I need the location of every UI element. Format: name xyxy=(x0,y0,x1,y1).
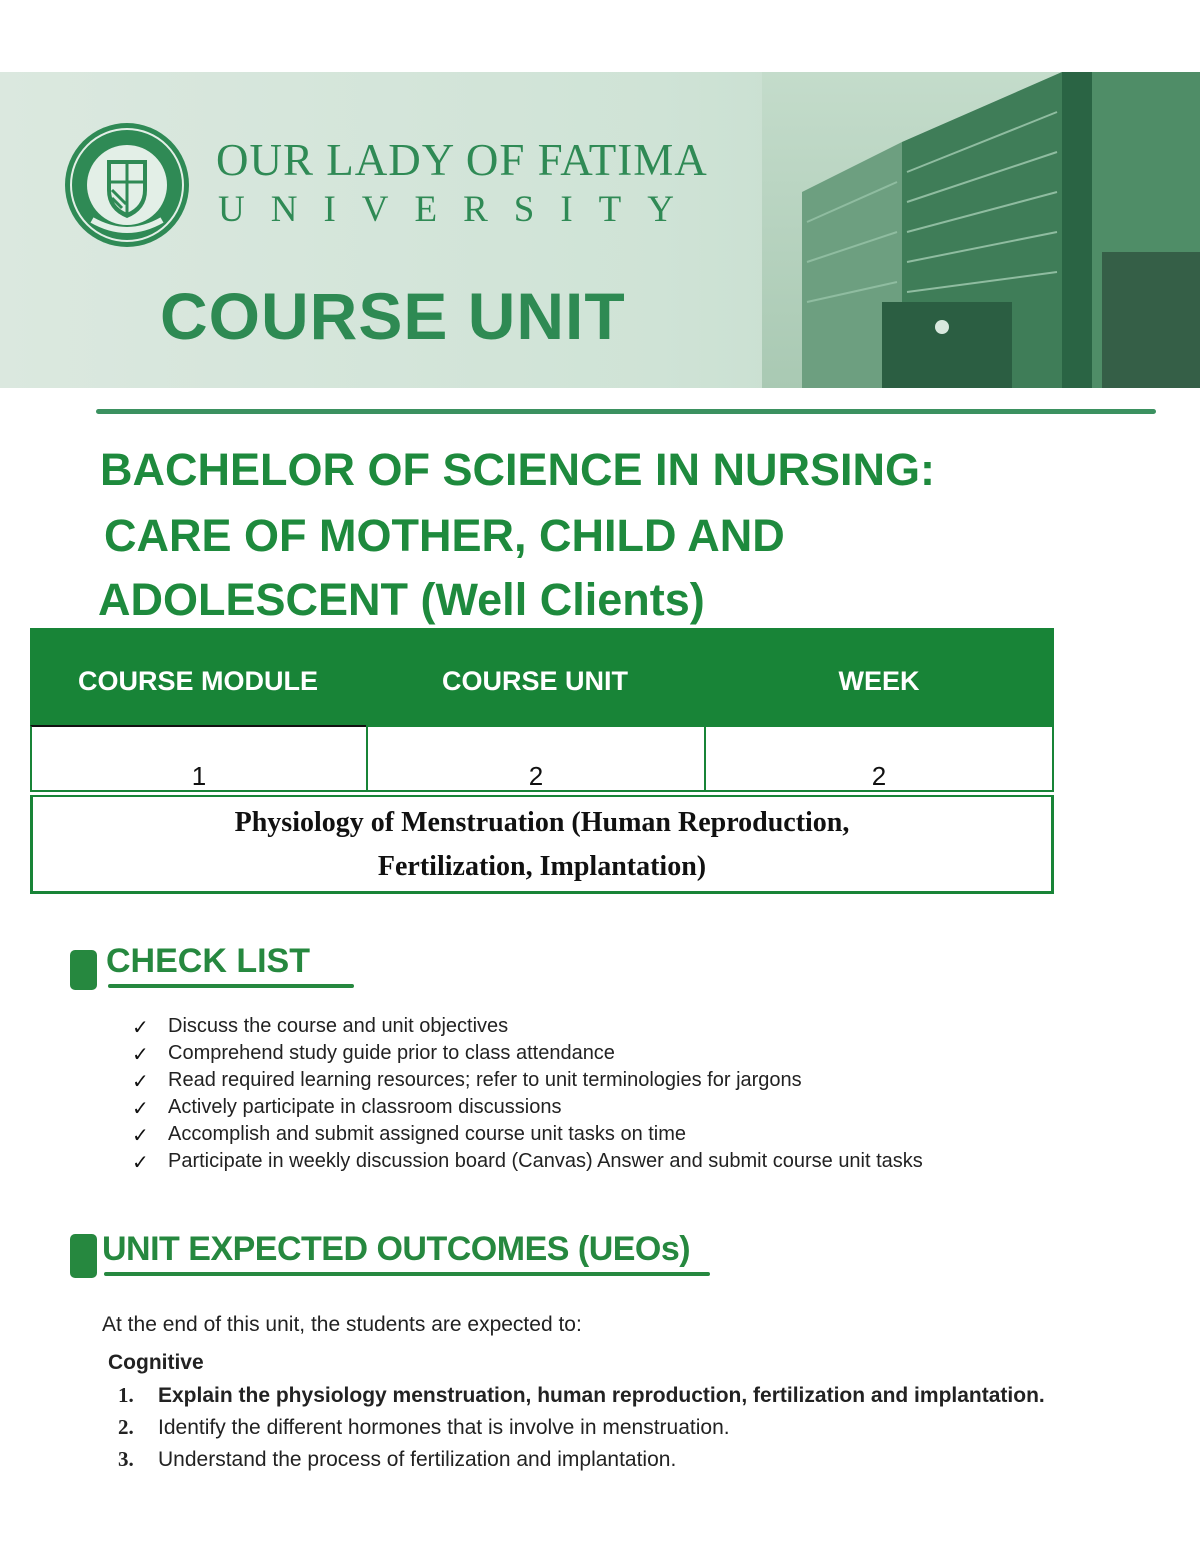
program-title-line-1: BACHELOR OF SCIENCE IN NURSING: xyxy=(100,444,936,495)
banner-title: COURSE UNIT xyxy=(160,279,626,353)
checklist-title-underline xyxy=(108,984,354,988)
checkmark-icon: ✓ xyxy=(132,1071,149,1093)
checklist-item: ✓ Accomplish and submit assigned course unit tasks on time xyxy=(132,1123,687,1147)
unit-topic-line-1: Physiology of Menstruation (Human Reproduction, xyxy=(234,807,850,838)
university-name: OUR LADY OF FATIMA xyxy=(216,135,708,185)
outcome-list xyxy=(118,1383,1045,1479)
header-course-unit: COURSE UNIT xyxy=(441,666,628,696)
checklist-item: ✓ Comprehend study guide prior to class attendance xyxy=(132,1042,615,1066)
checkmark-icon: ✓ xyxy=(132,1044,149,1066)
checklist-item: ✓ Discuss the course and unit objectives xyxy=(132,1015,509,1039)
university-seal-icon xyxy=(62,120,192,250)
ueo-title-underline xyxy=(104,1272,710,1276)
value-week: 2 xyxy=(704,725,1054,792)
ueo-section-marker xyxy=(70,1234,97,1278)
table-header-row xyxy=(30,628,1054,725)
course-info-table xyxy=(30,628,1054,894)
checklist xyxy=(130,1015,923,1177)
outcome-item: 1. Explain the physiology menstruation, human reproduction, fertilization and implantation. xyxy=(118,1383,1045,1407)
unit-topic xyxy=(30,795,1054,894)
checkmark-icon: ✓ xyxy=(132,1152,149,1174)
checklist-item: ✓ Actively participate in classroom discussions xyxy=(132,1096,562,1120)
header-course-module: COURSE MODULE xyxy=(77,666,318,696)
outcome-item: 2. Identify the different hormones that is involve in menstruation. xyxy=(118,1415,730,1439)
building-image xyxy=(762,72,1200,388)
checkmark-icon: ✓ xyxy=(132,1125,149,1147)
program-title-line-3: ADOLESCENT (Well Clients) xyxy=(98,574,705,625)
ueo-intro: At the end of this unit, the students are expected to: xyxy=(102,1313,582,1336)
checklist-item: ✓ Participate in weekly discussion board (Canvas) Answer and submit course unit tasks xyxy=(132,1150,923,1174)
outcome-item: 3. Understand the process of fertilization and implantation. xyxy=(118,1447,677,1471)
header-banner xyxy=(0,72,1200,388)
table-value-row xyxy=(30,725,1054,795)
header-divider xyxy=(96,409,1156,414)
ueo-category: Cognitive xyxy=(108,1351,204,1374)
header-week: WEEK xyxy=(838,666,920,696)
ueo-title: UNIT EXPECTED OUTCOMES (UEOs) xyxy=(102,1230,691,1268)
unit-topic-line-2: Fertilization, Implantation) xyxy=(377,851,707,882)
university-subtitle: UNIVERSITY xyxy=(218,189,700,230)
checklist-section-marker xyxy=(70,950,97,990)
value-course-module: 1 xyxy=(30,725,368,792)
program-title-line-2: CARE OF MOTHER, CHILD AND xyxy=(104,510,785,561)
checkmark-icon: ✓ xyxy=(132,1098,149,1120)
checklist-title: CHECK LIST xyxy=(106,942,310,980)
checkmark-icon: ✓ xyxy=(132,1017,149,1039)
checklist-item: ✓ Read required learning resources; refer to unit terminologies for jargons xyxy=(132,1069,802,1093)
value-course-unit: 2 xyxy=(366,725,706,792)
